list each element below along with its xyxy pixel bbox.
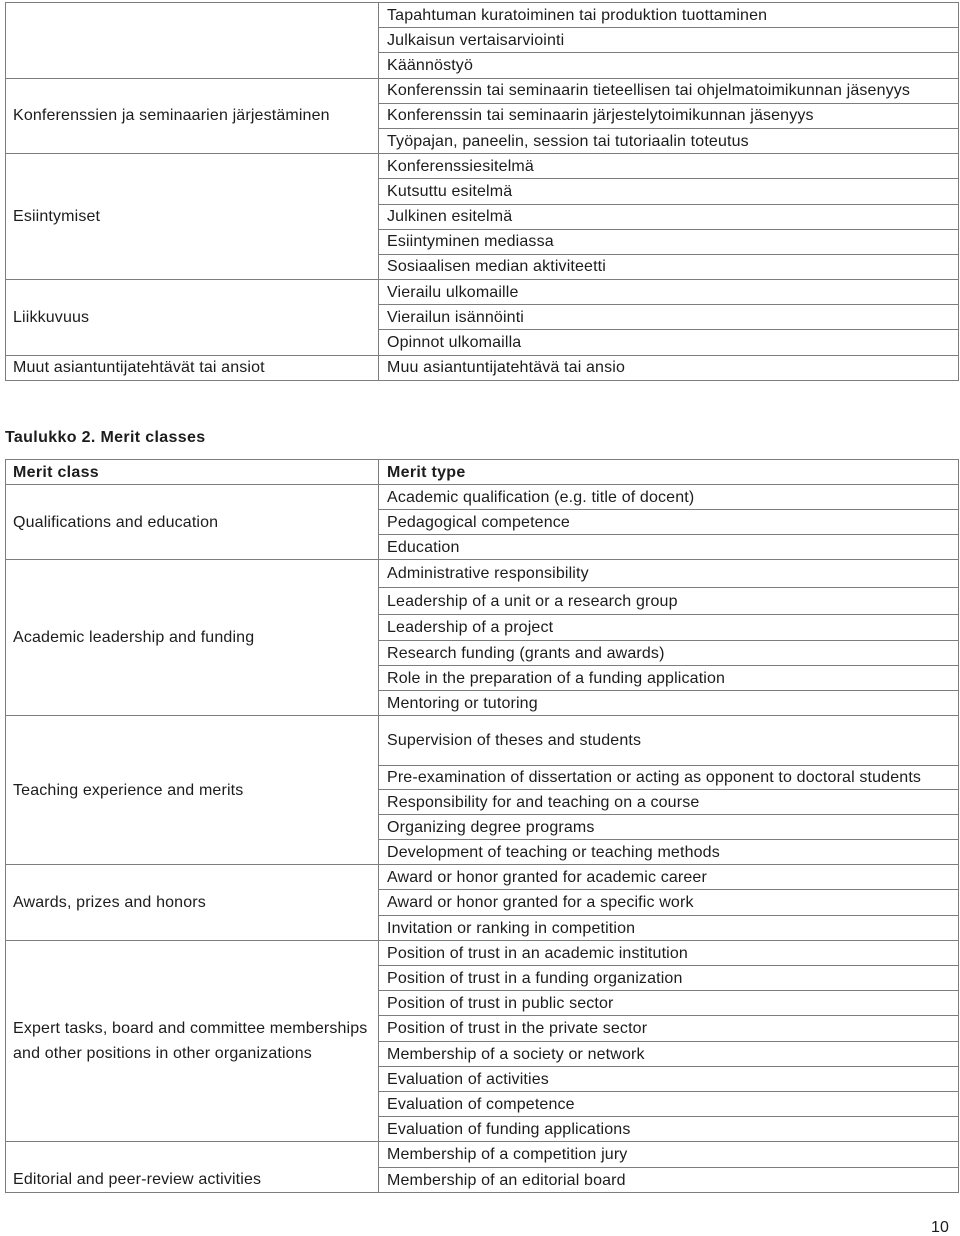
type-cell: Opinnot ulkomailla <box>379 330 959 355</box>
merit-class-cell: Expert tasks, board and committee memberships and other positions in other organizations <box>6 941 379 1142</box>
type-cell: Julkaisun vertaisarviointi <box>379 28 959 53</box>
merit-type-cell: Invitation or ranking in competition <box>379 916 959 941</box>
merit-type-cell: Academic qualification (e.g. title of docent) <box>379 485 959 510</box>
merit-classes-table <box>5 459 959 1193</box>
merit-type-cell: Role in the preparation of a funding application <box>379 666 959 691</box>
class-cell: Konferenssien ja seminaarien järjestäminen <box>6 79 379 155</box>
class-cell: Liikkuvuus <box>6 280 379 356</box>
merit-type-cell: Position of trust in the private sector <box>379 1016 959 1042</box>
merit-type-cell: Mentoring or tutoring <box>379 691 959 716</box>
type-cell: Julkinen esitelmä <box>379 205 959 230</box>
merit-table-continued <box>5 2 959 381</box>
merit-type-cell: Leadership of a unit or a research group <box>379 588 959 615</box>
class-cell-empty <box>6 3 379 79</box>
merit-type-cell: Development of teaching or teaching methods <box>379 840 959 865</box>
class-cell: Esiintymiset <box>6 154 379 280</box>
merit-type-cell: Membership of an editorial board <box>379 1168 959 1193</box>
merit-class-cell: Qualifications and education <box>6 485 379 560</box>
page-number: 10 <box>931 1219 950 1236</box>
merit-type-cell: Evaluation of competence <box>379 1092 959 1117</box>
merit-type-cell: Administrative responsibility <box>379 560 959 588</box>
merit-type-cell: Evaluation of funding applications <box>379 1117 959 1142</box>
type-cell: Sosiaalisen median aktiviteetti <box>379 255 959 280</box>
merit-type-cell: Award or honor granted for academic career <box>379 865 959 890</box>
merit-type-cell: Evaluation of activities <box>379 1067 959 1092</box>
type-cell: Vierailun isännöinti <box>379 305 959 330</box>
type-cell: Työpajan, paneelin, session tai tutoriaalin toteutus <box>379 129 959 154</box>
merit-type-cell: Pedagogical competence <box>379 510 959 535</box>
merit-type-cell: Membership of a competition jury <box>379 1142 959 1168</box>
type-cell: Esiintyminen mediassa <box>379 230 959 255</box>
merit-type-header: Merit type <box>379 460 959 485</box>
type-cell: Kutsuttu esitelmä <box>379 179 959 204</box>
merit-class-cell: Awards, prizes and honors <box>6 865 379 941</box>
merit-type-cell: Membership of a society or network <box>379 1042 959 1067</box>
merit-class-cell: Editorial and peer-review activities <box>6 1142 379 1193</box>
table-caption: Taulukko 2. Merit classes <box>5 429 206 446</box>
merit-type-cell: Leadership of a project <box>379 615 959 641</box>
merit-type-cell: Position of trust in a funding organization <box>379 966 959 991</box>
merit-type-cell: Supervision of theses and students <box>379 716 959 766</box>
type-cell: Vierailu ulkomaille <box>379 280 959 305</box>
type-cell: Konferenssin tai seminaarin järjestelytoimikunnan jäsenyys <box>379 104 959 129</box>
type-cell: Tapahtuman kuratoiminen tai produktion tuottaminen <box>379 3 959 28</box>
merit-class-cell: Academic leadership and funding <box>6 560 379 716</box>
merit-type-cell: Position of trust in public sector <box>379 991 959 1016</box>
merit-type-cell: Position of trust in an academic institution <box>379 941 959 966</box>
merit-type-cell: Responsibility for and teaching on a course <box>379 790 959 815</box>
merit-type-cell: Pre-examination of dissertation or acting as opponent to doctoral students <box>379 766 959 790</box>
merit-type-cell: Education <box>379 535 959 560</box>
class-cell: Muut asiantuntijatehtävät tai ansiot <box>6 356 379 381</box>
type-cell: Käännöstyö <box>379 53 959 78</box>
type-cell: Konferenssiesitelmä <box>379 154 959 179</box>
merit-type-cell: Organizing degree programs <box>379 815 959 840</box>
merit-type-cell: Award or honor granted for a specific work <box>379 890 959 916</box>
merit-class-header: Merit class <box>6 460 379 485</box>
type-cell: Konferenssin tai seminaarin tieteellisen tai ohjelmatoimikunnan jäsenyys <box>379 79 959 104</box>
merit-type-cell: Research funding (grants and awards) <box>379 641 959 666</box>
merit-class-cell: Teaching experience and merits <box>6 716 379 865</box>
type-cell: Muu asiantuntijatehtävä tai ansio <box>379 356 959 381</box>
